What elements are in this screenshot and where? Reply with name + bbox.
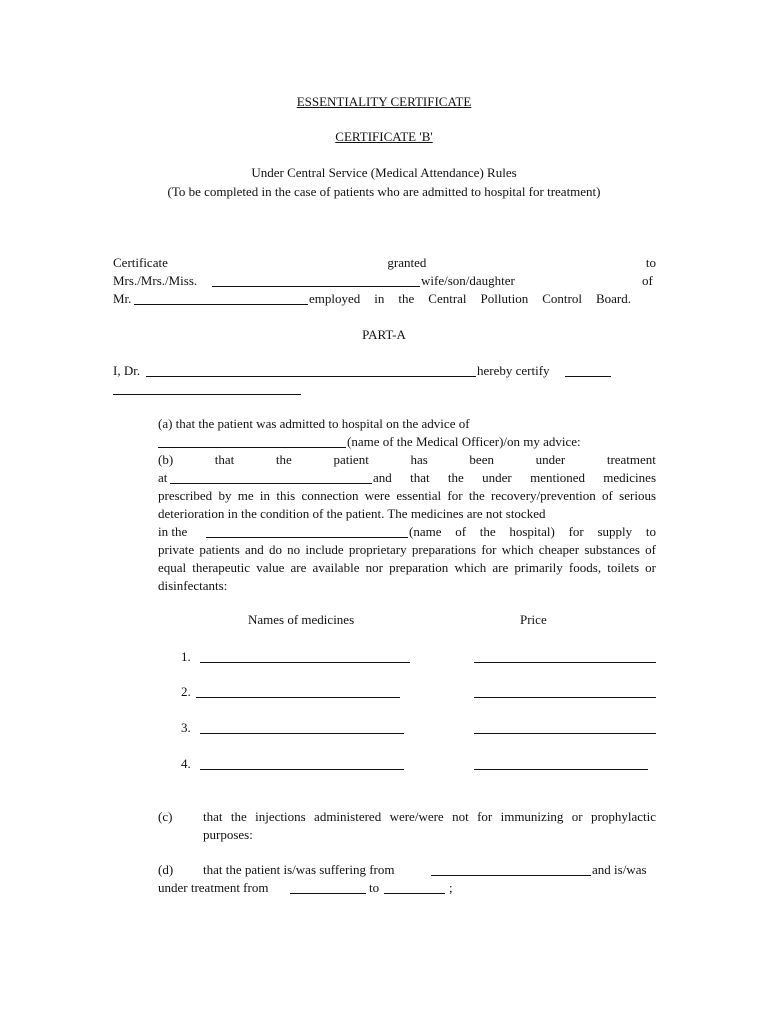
item-b-label: (b) (158, 452, 174, 467)
item-d-end: ; (449, 880, 453, 895)
medicine-name-blank[interactable] (200, 769, 404, 770)
item-b-at: at (158, 470, 168, 485)
item-b-para2: private patients and do no include proprietary preparations for which cheaper substances of equal therapeutic value are available nor preparation which are primarily foods, toilets or disinfectants: (158, 542, 656, 593)
word-i-dr: I, Dr. (113, 363, 141, 378)
medicine-price-blank[interactable] (474, 769, 648, 770)
item-d-after: and is/was (592, 862, 647, 877)
item-b-line1 (158, 451, 656, 469)
doctor-name-blank[interactable] (146, 376, 476, 377)
medicine-price-blank[interactable] (474, 733, 656, 734)
word-to: to (645, 255, 656, 270)
item-a-line1: (a) that the patient was admitted to hospital on the advice of (158, 416, 470, 431)
word-granted: granted (387, 255, 427, 270)
col-price-header: Price (520, 612, 547, 627)
certificate-subtitle: CERTIFICATE 'B' (335, 129, 433, 144)
document-title: ESSENTIALITY CERTIFICATE (296, 94, 472, 109)
medicine-number: 4. (181, 756, 191, 771)
medicine-number: 3. (181, 720, 191, 735)
word-mr: Mr. (113, 291, 132, 306)
medicine-name-blank[interactable] (196, 697, 400, 698)
col-medicines-header: Names of medicines (248, 612, 355, 627)
medicine-price-blank[interactable] (474, 697, 656, 698)
item-c-label: (c) (158, 809, 173, 824)
employed-text: employed in the Central Pollution Control Board. (309, 291, 631, 306)
medicine-price-blank[interactable] (474, 662, 656, 663)
item-a-line2: (name of the Medical Officer)/on my advice: (347, 434, 581, 449)
medicine-number: 2. (181, 684, 191, 699)
treatment-to-blank[interactable] (384, 893, 445, 894)
item-b-word: been (469, 452, 494, 467)
item-d-line2: under treatment from (158, 880, 269, 895)
item-d-text: that the patient is/was suffering from (203, 862, 395, 877)
word-relation: wife/son/daughter (421, 273, 515, 288)
item-b-para1: prescribed by me in this connection were essential for the recovery/prevention of serious deterioration in the condition of the patient. The medicines are not stocked (158, 488, 656, 521)
item-b-hospital: (name of the hospital) for supply to (409, 524, 656, 539)
hospital-name-blank[interactable] (206, 537, 408, 538)
word-mrs: Mrs./Mrs./Miss. (113, 273, 198, 288)
word-of: of (642, 273, 653, 288)
guardian-name-blank[interactable] (134, 304, 308, 305)
item-b-in-the: in the (158, 524, 188, 539)
patient-name-blank[interactable] (212, 286, 420, 287)
certify-blank-2[interactable] (113, 394, 301, 395)
item-b-word: the (275, 452, 292, 467)
illness-blank[interactable] (431, 875, 591, 876)
treatment-place-blank[interactable] (170, 483, 372, 484)
item-b-word: has (410, 452, 428, 467)
item-c-text (203, 808, 656, 844)
word-hereby-certify: hereby certify (477, 363, 550, 378)
item-d-to: to (369, 880, 380, 895)
note-line: (To be completed in the case of patients who are admitted to hospital for treatment) (167, 184, 601, 199)
item-b-word: under (535, 452, 566, 467)
certify-blank-1[interactable] (565, 376, 611, 377)
medicine-name-blank[interactable] (200, 733, 404, 734)
medicine-number: 1. (181, 649, 191, 664)
treatment-from-blank[interactable] (290, 893, 366, 894)
item-c-text-content: that the injections administered were/were not for immunizing or prophylactic purposes: (203, 809, 656, 842)
item-b-word: patient (333, 452, 369, 467)
medicine-name-blank[interactable] (200, 662, 410, 663)
intro-line-1 (113, 254, 656, 272)
word-certificate: Certificate (113, 255, 168, 270)
rules-line: Under Central Service (Medical Attendance) Rules (251, 165, 517, 180)
part-a-heading: PART-A (362, 327, 406, 342)
medical-officer-blank[interactable] (158, 447, 346, 448)
item-b-after-at: and that the under mentioned medicines (373, 470, 656, 485)
item-b-word: that (214, 452, 235, 467)
item-b-word: treatment (606, 452, 656, 467)
item-d-label: (d) (158, 862, 174, 877)
